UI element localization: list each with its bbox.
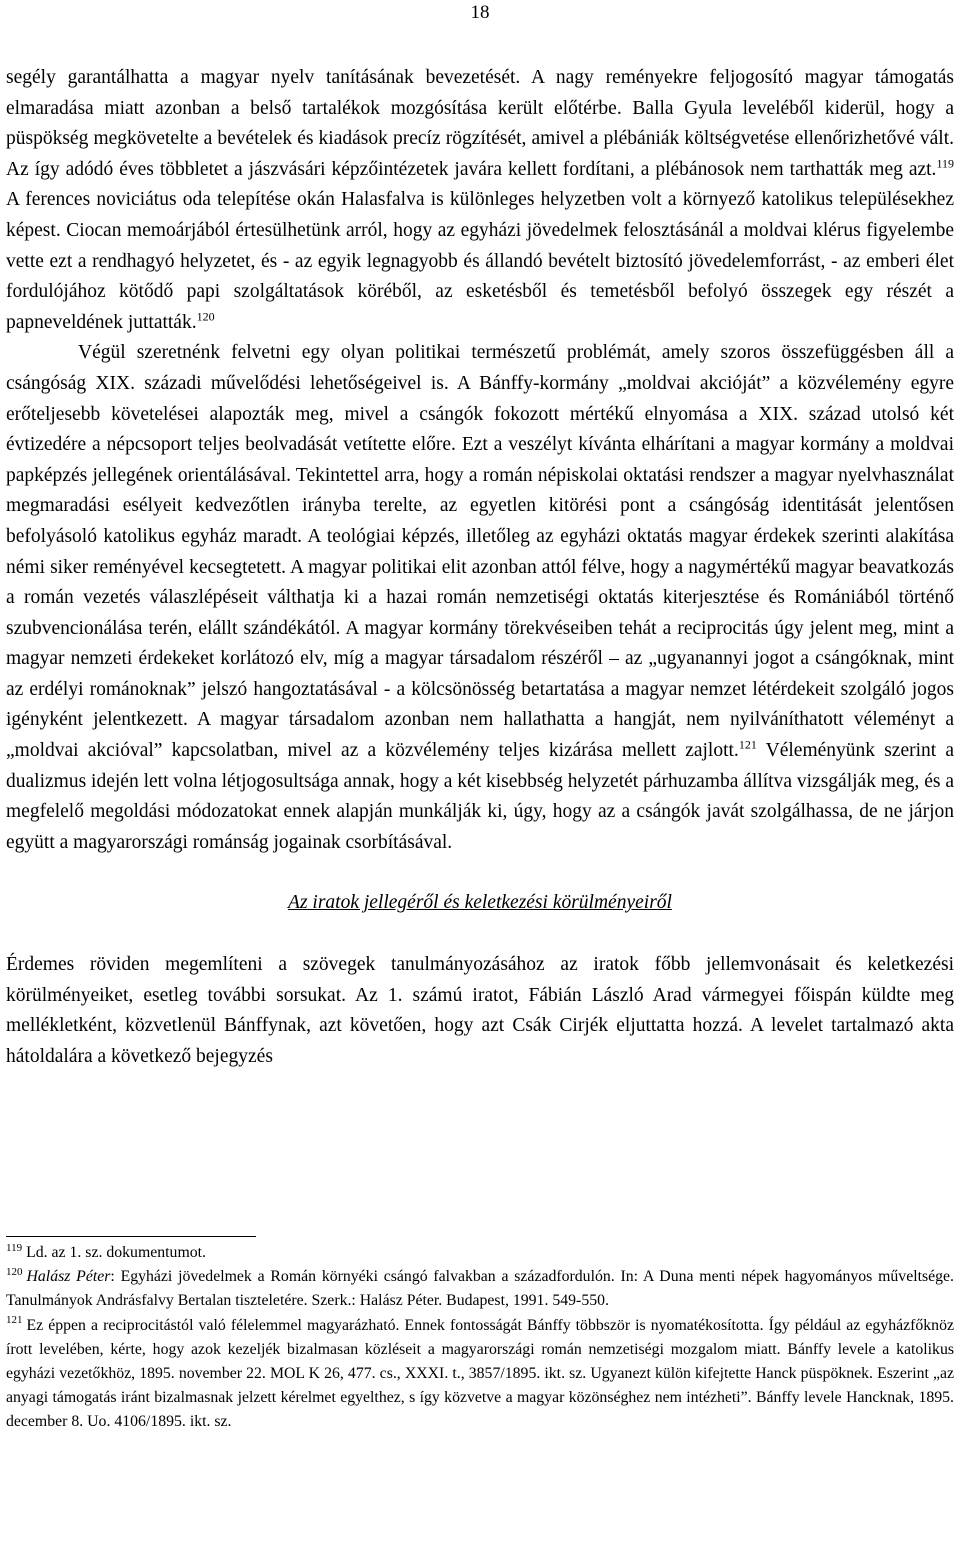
paragraph-2	[6, 338, 954, 858]
footnote-ref-120[interactable]: 120	[196, 309, 215, 324]
paragraph-2-text-a: Végül szeretnénk felvetni egy olyan politikai természetű problémát, amely szoros összefüggésben áll a csángóság XIX. századi művelődési lehetőségeivel is. A Bánffy-kormány „moldvai akcióját” a közvélemény egyre erőteljesebb követelései alapozták meg, mivel a csángók fokozott mértékű elnyomása a XIX. század utolsó két évtizedére a népcsoport teljes beolvadását vetítette előre. Ezt a veszélyt kívánta elhárítani a magyar kormány a moldvai papképzés jellegének orientálásával. Tekintettel arra, hogy a román népiskolai oktatási rendszer a magyar nyelvhasználat megmaradási esélyeit kedvezőtlen irányba terelte, az egyetlen kitörési pont a csángóság identitását jelentősen befolyásoló katolikus egyház maradt. A teológiai képzés, illetőleg az egyházi oktatás magyar érdekek szerinti alakítása némi siker reményével kecsegtetett. A magyar politikai elit azonban attól félve, hogy a nagymértékű magyar beavatkozás a román vezetés válaszlépéseit válthatja ki a hazai román nemzetiségi oktatás kiterjesztése és Romániából történő szubvencionálása terén, elállt szándékától. A magyar kormány törekvéseiben tehát a reciprocitás úgy jelent meg, mint a magyar nemzeti érdekeket korlátozó elv, míg a magyar társadalom részéről – az „ugyanannyi jogot a csángóknak, mint az erdélyi románoknak” jelszó hangoztatásával - a kölcsönösség betartatása a magyar nemzet létérdekeit szolgáló jogos igényként jelentkezett. A magyar társadalom azonban nem hallathatta a hangját, nem nyilváníthatott véleményt a „moldvai akcióval” kapcsolatban, mivel az a közvélemény teljes kizárása mellett zajlott.	[6, 342, 954, 762]
paragraph-3: Érdemes röviden megemlíteni a szövegek tanulmányozásához az iratok főbb jellemvonásait és keletkezési körülményeiket, esetleg további sorsukat. Az 1. számú iratot, Fábián László Arad vármegyei főispán küldte meg mellékletként, közvetlenül Bánffynak, azt követően, hogy azt Csák Cirjék eljuttatta hozzá. A levelet tartalmazó akta hátoldalára a következő bejegyzés	[6, 954, 954, 1067]
footnote-text: Ld. az 1. sz. dokumentumot.	[26, 1244, 206, 1261]
footnote-number: 119	[6, 1241, 23, 1254]
footnotes	[6, 1241, 954, 1435]
footnote-number: 121	[6, 1314, 23, 1327]
page-number: 18	[470, 2, 490, 23]
footnote-119	[6, 1241, 954, 1265]
footnote-text: : Egyházi jövedelmek a Román környéki csángó falvakban a századfordulón. In: A Duna menti népek hagyományos műveltsége. Tanulmányok Andrásfalvy Bertalan tiszteletére. Szerk.: Halász Péter. Budapest, 1991. 549-550.	[6, 1268, 954, 1310]
section-heading: Az iratok jellegéről és keletkezési körülményeiről	[288, 892, 672, 914]
footnote-number: 120	[6, 1265, 23, 1278]
footnote-ref-121[interactable]: 121	[738, 737, 757, 752]
footnote-divider	[6, 1236, 256, 1237]
footnote-author: Halász Péter	[26, 1268, 111, 1286]
paragraph-1-text-b: A ferences noviciátus oda telepítése okán Halasfalva is különleges helyzetben volt a környező katolikus településekhez képest. Ciocan memoárjából értesülhetünk arról, hogy az egyházi jövedelmek felosztásánál a moldvai klérus figyelembe vette ezt a rendhagyó helyzetet, és - az egyik legnagyobb és állandó bevételt biztosító jövedelemforrást, - az emberi élet fordulójához kötődő papi szolgáltatások köréből, az esketésből és temetésből befolyó összegek egy részét a papneveldének juttatták.	[6, 189, 954, 333]
footnote-121	[6, 1314, 954, 1435]
footnote-120	[6, 1265, 954, 1313]
footnote-ref-119[interactable]: 119	[936, 156, 954, 171]
paragraph-1-text-a: segély garantálhatta a magyar nyelv tanításának bevezetését. A nagy reményekre feljogosító magyar támogatás elmaradása miatt azonban a belső tartalékok mozgósítása került előtérbe. Balla Gyula leveléből kiderül, hogy a püspökség megkövetelte a bevételek és kiadások precíz rögzítését, amivel a plébániák költségvetése ellenőrizhetővé vált. Az így adódó éves többletet a jászvásári képzőintézetek javára kellett fordítani, a plébánosok nem tarthatták meg azt.	[6, 67, 954, 180]
paragraph-1	[6, 63, 954, 338]
main-text	[6, 63, 954, 1072]
footnote-text: Ez éppen a reciprocitástól való félelemmel magyarázható. Ennek fontosságát Bánffy többször is nyomatékosította. Így például az egyházfőknöz írott levelében, kérte, hogy azok kezeljék bizalmasan közléseit a magyarországi román nemzetiségi mozgalom miatt. Bánffy levele a katolikus egyházi vezetőkhöz, 1895. november 22. MOL K 26, 477. cs., XXXI. t., 3857/1895. ikt. sz. Ugyanezt külön kifejtette Hanck püspöknek. Eszerint „az anyagi támogatás iránt bizalmasnak jelzett kérelmet egyelthez, s így közvetve a magyar közönséghez nem intézheti”. Bánffy levele Hancknak, 1895. december 8. Uo. 4106/1895. ikt. sz.	[6, 1316, 954, 1431]
paragraph-2-text-b: Véleményünk szerint a dualizmus idején lett volna létjogosultsága annak, hogy a két kisebbség helyzetét párhuzamba állítva vizsgálják meg, és a megfelelő megoldási módozatokat ennek alapján munkálják ki, úgy, hogy az a csángók javát szolgálhassa, de ne járjon együtt a magyarországi románság jogainak csorbításával.	[6, 740, 955, 853]
